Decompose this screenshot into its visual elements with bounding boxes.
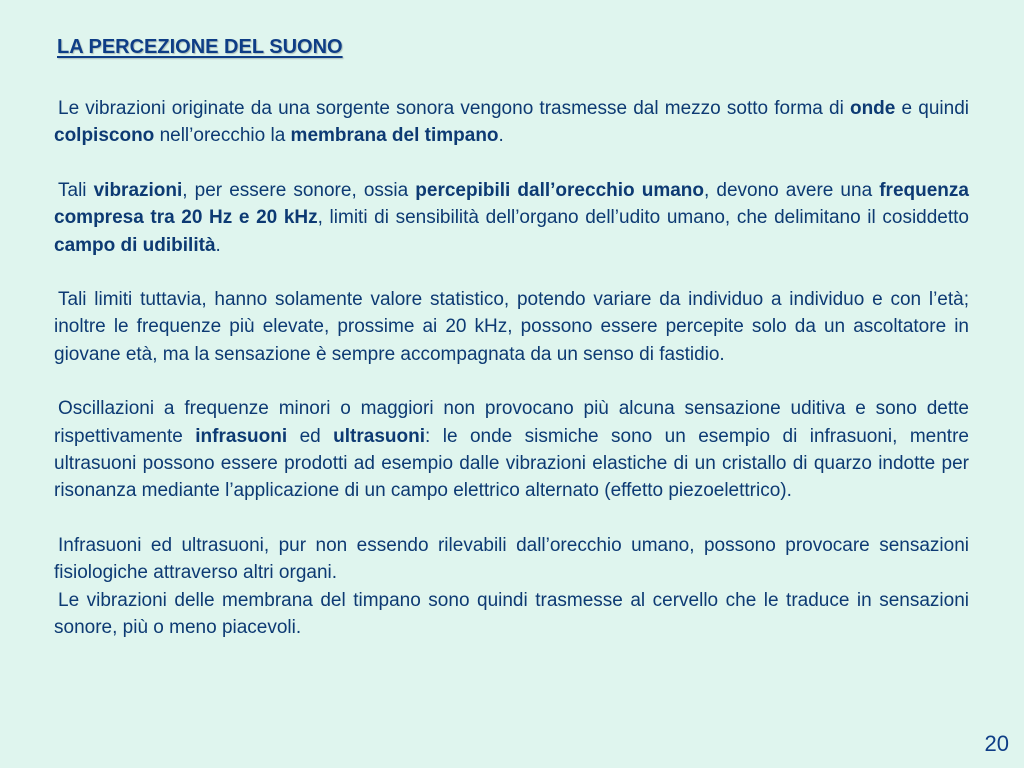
paragraph-text: . — [215, 234, 221, 256]
slide-title: LA PERCEZIONE DEL SUONO — [57, 36, 343, 58]
emphasis-text: colpiscono — [54, 125, 155, 147]
emphasis-text: percepibili dall’orecchio umano — [415, 179, 704, 201]
paragraph-brain-transmission — [54, 587, 969, 642]
paragraph-text: Tali limiti tuttavia, hanno solamente valore statistico, potendo variare da individuo a individuo e con l’età; inoltre le frequenze più elevate, prossime ai 20 kHz, possono essere percepite solo da un ascoltatore in giovane età, ma la sensazione è sempre accompagnata da un senso di fastidio. — [54, 289, 969, 365]
paragraph-text: Le vibrazioni originate da una sorgente sonora vengono trasmesse dal mezzo sotto forma di — [58, 98, 850, 119]
emphasis-text: ultrasuoni — [333, 425, 425, 447]
paragraph-text: Tali — [58, 179, 94, 201]
paragraph-text: . — [498, 125, 504, 147]
emphasis-text: campo di udibilità — [54, 234, 216, 256]
paragraph-text: Oscillazioni a frequenze minori o maggiori non provocano più alcuna sensazione uditiva e sono dette rispettivamente — [54, 398, 969, 447]
paragraph-statistical-limits — [54, 286, 969, 368]
slide-body — [54, 95, 969, 642]
emphasis-text: infrasuoni — [195, 425, 288, 447]
emphasis-text: onde — [849, 98, 896, 119]
paragraph-text: Infrasuoni ed ultrasuoni, pur non essendo rilevabili dall’orecchio umano, possono provocare sensazioni fisiologiche attraverso altri organi. — [54, 534, 969, 584]
page-number: 20 — [984, 731, 1009, 756]
emphasis-text: vibrazioni — [93, 179, 183, 201]
paragraph-physiological-effects — [54, 532, 969, 587]
paragraph-text: nell’orecchio la — [154, 125, 291, 147]
paragraph-text: : le onde sismiche sono un esempio di infrasuoni, mentre ultrasuoni possono essere prodotti ad esempio dalle vibrazioni elastiche di un cristallo di quarzo indotte per risonanza mediante l’applicazione di un campo elettrico alternato (effetto piezoelettrico). — [54, 425, 969, 502]
paragraph-infrasound-ultrasound — [54, 395, 969, 505]
paragraph-text: e quindi — [895, 98, 969, 119]
paragraph-text: , per essere sonore, ossia — [182, 179, 416, 201]
paragraph-sound-transmission — [54, 95, 969, 150]
paragraph-audible-range — [54, 177, 969, 259]
emphasis-text: frequenza compresa tra 20 Hz e 20 kHz — [54, 179, 969, 229]
paragraph-text: Le vibrazioni delle membrana del timpano sono quindi trasmesse al cervello che le traduce in sensazioni sonore, più o meno piacevoli. — [54, 589, 969, 639]
emphasis-text: membrana del timpano — [290, 125, 499, 147]
paragraph-text: ed — [287, 425, 334, 447]
paragraph-text: , limiti di sensibilità dell’organo dell’udito umano, che delimitano il cosiddetto — [317, 207, 969, 229]
paragraph-text: , devono avere una — [704, 179, 880, 201]
